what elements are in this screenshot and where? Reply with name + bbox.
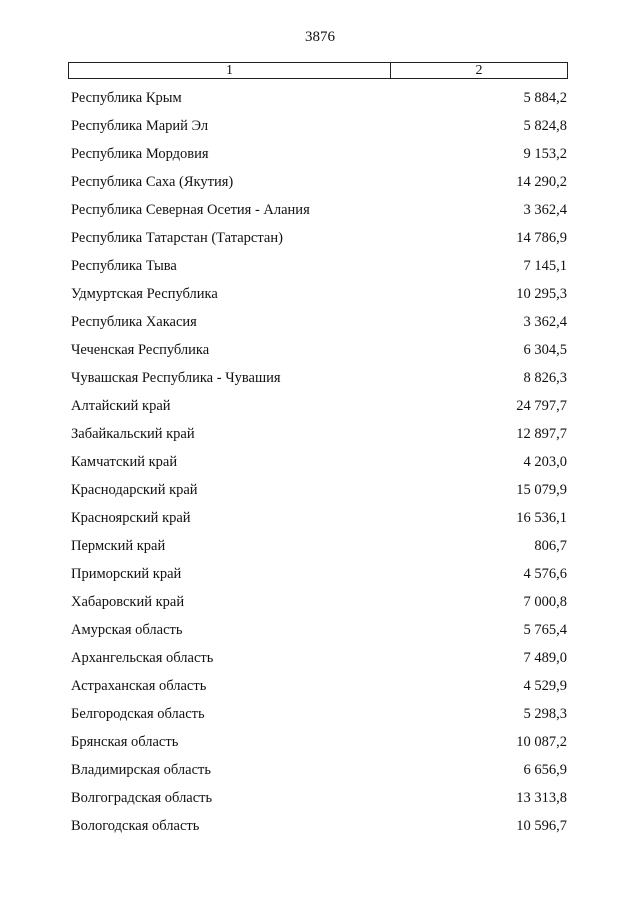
table-row [71,84,567,112]
region-value: 5 824,8 [523,118,567,134]
region-value: 806,7 [534,538,567,554]
region-value: 24 797,7 [516,398,567,414]
table-row [71,812,567,840]
table-row [71,252,567,280]
table-row [71,644,567,672]
table-row [71,560,567,588]
table-row [71,476,567,504]
table-row [71,196,567,224]
region-value: 10 596,7 [516,818,567,834]
table-row [71,308,567,336]
region-value: 5 298,3 [523,706,567,722]
table-row [71,168,567,196]
region-name: Удмуртская Республика [71,286,218,302]
region-name: Республика Северная Осетия - Алания [71,202,310,218]
region-name: Хабаровский край [71,594,185,610]
region-name: Республика Мордовия [71,146,209,162]
region-name: Волгоградская область [71,790,213,806]
table-row [71,700,567,728]
table-row [71,364,567,392]
region-name: Республика Крым [71,90,182,106]
region-name: Республика Саха (Якутия) [71,174,234,190]
region-value: 4 529,9 [523,678,567,694]
region-name: Республика Тыва [71,258,177,274]
table-row [71,280,567,308]
region-name: Амурская область [71,622,183,638]
region-name: Брянская область [71,734,179,750]
region-value: 4 203,0 [523,454,567,470]
region-name: Астраханская область [71,678,207,694]
region-value: 4 576,6 [523,566,567,582]
table-row [71,756,567,784]
region-name: Белгородская область [71,706,205,722]
region-value: 10 295,3 [516,286,567,302]
region-value: 10 087,2 [516,734,567,750]
region-name: Забайкальский край [71,426,195,442]
table-row [71,588,567,616]
region-value: 14 786,9 [516,230,567,246]
region-value: 5 765,4 [523,622,567,638]
region-value: 16 536,1 [516,510,567,526]
region-value: 6 304,5 [523,342,567,358]
table-row [71,616,567,644]
table-row [71,140,567,168]
table-row [71,420,567,448]
region-value: 15 079,9 [516,482,567,498]
table-row [71,728,567,756]
table-row [71,224,567,252]
region-name: Приморский край [71,566,182,582]
region-name: Камчатский край [71,454,178,470]
region-value: 7 000,8 [523,594,567,610]
region-name: Республика Татарстан (Татарстан) [71,230,283,246]
region-value: 7 145,1 [523,258,567,274]
region-name: Алтайский край [71,398,171,414]
region-value: 3 362,4 [523,314,567,330]
table-row [71,448,567,476]
table-body [71,84,567,840]
region-value: 6 656,9 [523,762,567,778]
region-value: 13 313,8 [516,790,567,806]
region-name: Пермский край [71,538,166,554]
column-header-1: 1 [69,63,391,78]
region-value: 8 826,3 [523,370,567,386]
region-name: Краснодарский край [71,482,198,498]
table-row [71,672,567,700]
region-value: 12 897,7 [516,426,567,442]
page-number: 3876 [305,29,335,45]
table-header [68,62,568,79]
region-value: 9 153,2 [523,146,567,162]
region-name: Архангельская область [71,650,214,666]
region-value: 7 489,0 [523,650,567,666]
region-name: Чеченская Республика [71,342,210,358]
table-row [71,336,567,364]
region-value: 14 290,2 [516,174,567,190]
region-value: 3 362,4 [523,202,567,218]
table-row [71,112,567,140]
region-name: Чувашская Республика - Чувашия [71,370,281,386]
column-header-2: 2 [475,63,483,78]
region-name: Владимирская область [71,762,211,778]
table-row [71,504,567,532]
region-name: Вологодская область [71,818,200,834]
region-value: 5 884,2 [523,90,567,106]
table-row [71,784,567,812]
table-row [71,392,567,420]
region-name: Республика Марий Эл [71,118,209,134]
region-name: Красноярский край [71,510,191,526]
table-row [71,532,567,560]
region-name: Республика Хакасия [71,314,197,330]
